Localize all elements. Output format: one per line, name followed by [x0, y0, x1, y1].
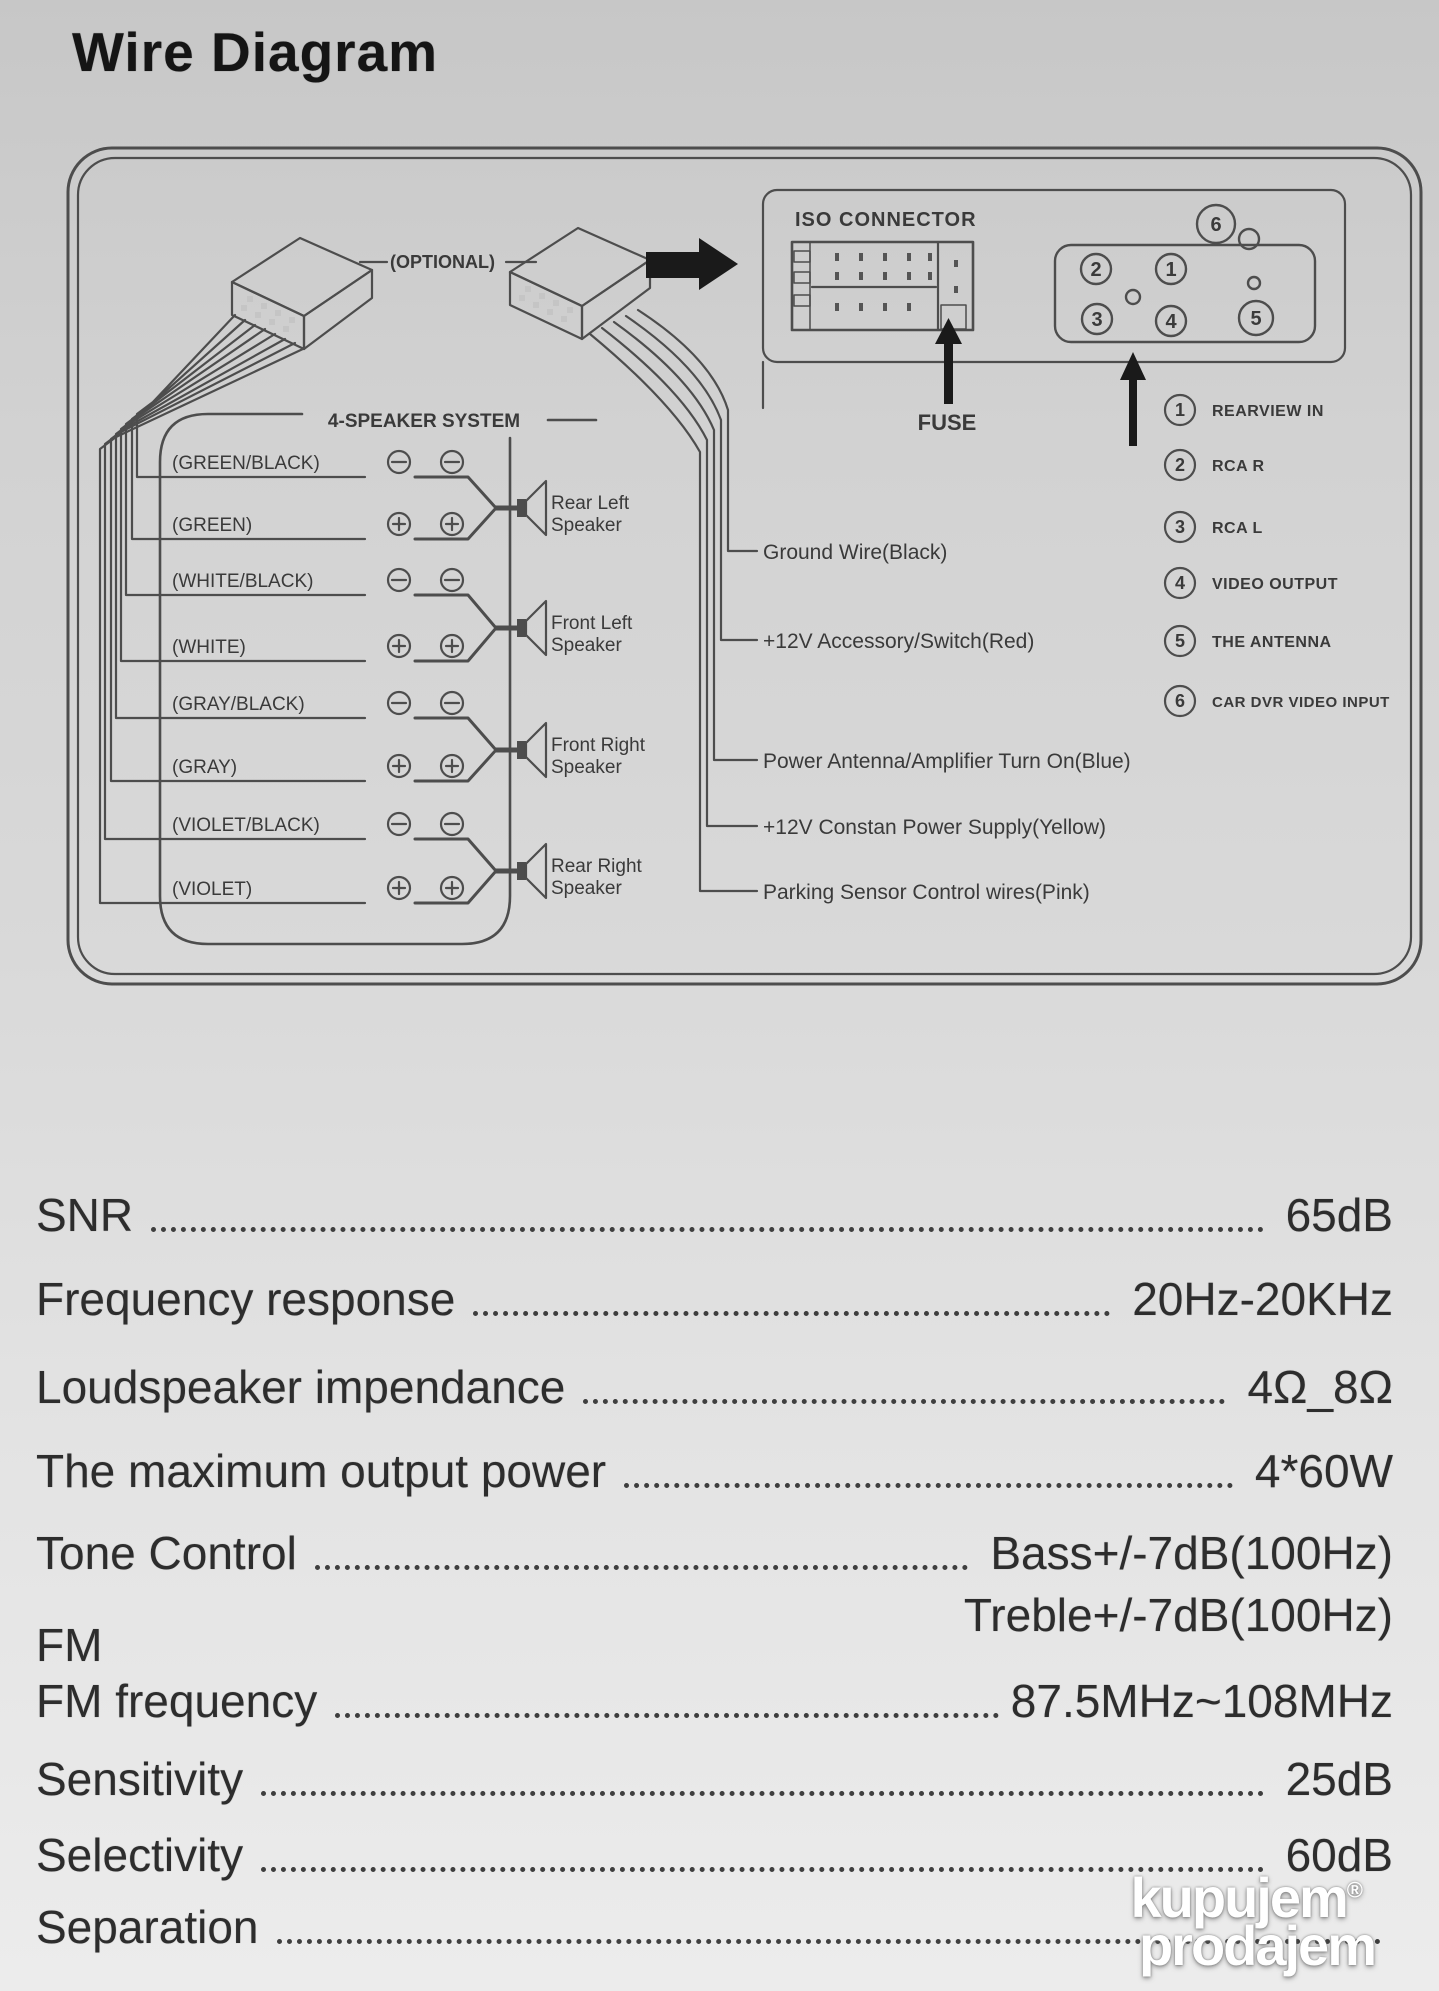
- watermark-text: kupujem: [1130, 1866, 1347, 1929]
- speaker-label: Speaker: [551, 757, 622, 778]
- wire-label: (GRAY/BLACK): [172, 694, 305, 715]
- face-number-2: 2: [1090, 259, 1102, 281]
- fuse-label: FUSE: [917, 410, 977, 435]
- legend-item: [1165, 626, 1332, 656]
- wire-function-label: Power Antenna/Amplifier Turn On(Blue): [763, 750, 1131, 773]
- harness-connector-right: [510, 228, 650, 339]
- dotted-leader: [473, 1311, 1110, 1316]
- plus-symbol-icon: [388, 635, 463, 657]
- spec-row: [36, 1360, 1393, 1414]
- wire-function-label: Ground Wire(Black): [763, 541, 948, 564]
- wire-row: [137, 315, 463, 477]
- speaker-icon: [517, 619, 526, 637]
- speaker-wire-rows: [100, 315, 463, 903]
- watermark: [1130, 1866, 1375, 1978]
- dotted-leader: [261, 1791, 1263, 1796]
- spec-row: [36, 1272, 1393, 1326]
- legend-item: [1165, 686, 1390, 716]
- spec-row: [36, 1674, 1393, 1728]
- speaker-label: Speaker: [551, 878, 622, 899]
- spec-row: [36, 1444, 1393, 1498]
- dotted-leader: [583, 1399, 1225, 1404]
- wire-label: (WHITE/BLACK): [172, 571, 314, 592]
- speaker-front-right: [415, 718, 646, 781]
- speaker-system-title: 4-SPEAKER SYSTEM: [327, 411, 521, 432]
- plus-symbol-icon: [388, 513, 463, 535]
- wire-function-label: +12V Accessory/Switch(Red): [763, 630, 1035, 653]
- legend-item: [1165, 568, 1338, 598]
- speaker-label: Speaker: [551, 515, 622, 536]
- legend-label: THE ANTENNA: [1212, 634, 1332, 651]
- wire-label: (GREEN/BLACK): [172, 453, 320, 474]
- spec-label: Loudspeaker impendance: [36, 1361, 566, 1413]
- speaker-label: Rear Left: [551, 493, 630, 514]
- spec-value: 65dB: [1285, 1189, 1393, 1241]
- face-number-3: 3: [1091, 309, 1103, 331]
- spec-row: [36, 1188, 1393, 1242]
- minus-symbol-icon: [388, 569, 463, 591]
- power-wire-bundle: [590, 310, 1131, 904]
- legend-number: 3: [1174, 517, 1186, 537]
- speaker-label: Front Left: [551, 613, 633, 634]
- speaker-icon: [517, 499, 526, 517]
- rca-face-pointer: [1120, 352, 1146, 446]
- minus-symbol-icon: [388, 813, 463, 835]
- dotted-leader: [261, 1867, 1263, 1872]
- spec-label: Tone Control: [36, 1527, 297, 1579]
- iso-socket-drawing: [792, 242, 973, 330]
- spec-value: Treble+/-7dB(100Hz): [963, 1589, 1393, 1641]
- wire-function-label: Parking Sensor Control wires(Pink): [763, 881, 1090, 904]
- spec-row: [36, 1618, 1393, 1672]
- speaker-rear-left: [415, 477, 630, 539]
- wire-row: [121, 329, 463, 661]
- spec-label: FM: [36, 1619, 103, 1671]
- spec-value: 20Hz-20KHz: [1132, 1273, 1393, 1325]
- fuse-pointer: [918, 318, 977, 435]
- spec-value: Bass+/-7dB(100Hz): [990, 1527, 1393, 1579]
- watermark-line2: prodajem: [1138, 1914, 1375, 1978]
- connector-pins: [519, 286, 573, 322]
- legend-number: 5: [1174, 631, 1186, 651]
- spec-label: FM frequency: [36, 1675, 318, 1727]
- legend-item: [1165, 395, 1324, 425]
- speaker-front-left: [415, 595, 633, 661]
- speaker-icon: [517, 741, 526, 759]
- wire-label: (VIOLET): [172, 879, 253, 900]
- face-number-1: 1: [1165, 259, 1177, 281]
- wire-function-label: +12V Constan Power Supply(Yellow): [763, 816, 1107, 839]
- legend-number: 6: [1174, 691, 1186, 711]
- page-title: Wire Diagram: [72, 21, 439, 83]
- speaker-rear-right: [415, 839, 643, 903]
- face-number-4: 4: [1165, 311, 1177, 333]
- rca-face-numbers: [1090, 214, 1261, 333]
- legend-label: CAR DVR VIDEO INPUT: [1212, 694, 1390, 711]
- spec-label: Sensitivity: [36, 1753, 244, 1805]
- pin-legend: [1165, 395, 1390, 716]
- minus-symbol-icon: [388, 451, 463, 473]
- diagram-border: [68, 148, 1421, 984]
- speakers: [415, 477, 646, 903]
- spec-label: The maximum output power: [36, 1445, 607, 1497]
- spec-value: 60dB: [1285, 1829, 1393, 1881]
- plug-direction-arrow-icon: [646, 238, 738, 290]
- face-number-6: 6: [1210, 214, 1222, 236]
- up-arrow-icon: [1120, 352, 1146, 380]
- minus-symbol-icon: [388, 692, 463, 714]
- plus-symbol-icon: [388, 755, 463, 777]
- registered-icon: ®: [1346, 1877, 1363, 1903]
- legend-label: RCA L: [1212, 520, 1263, 537]
- wire-label: (GREEN): [172, 515, 253, 536]
- spec-value: 25dB: [1285, 1753, 1393, 1805]
- spec-label: Separation: [36, 1901, 259, 1953]
- legend-number: 2: [1174, 455, 1186, 475]
- optional-label: [360, 252, 536, 272]
- dotted-leader: [315, 1565, 968, 1570]
- optional-label-text: (OPTIONAL): [390, 252, 495, 272]
- speaker-system-box: [160, 411, 596, 944]
- face-number-5: 5: [1250, 308, 1262, 330]
- speaker-label: Front Right: [551, 735, 645, 756]
- iso-connector-title: ISO CONNECTOR: [795, 209, 977, 231]
- speaker-label: Speaker: [551, 635, 622, 656]
- plus-symbol-icon: [388, 877, 463, 899]
- harness-connector-left: [232, 238, 372, 349]
- speaker-label: Rear Right: [551, 856, 642, 877]
- spec-row: [36, 1526, 1393, 1580]
- legend-label: VIDEO OUTPUT: [1212, 576, 1339, 593]
- spec-value: 87.5MHz~108MHz: [1010, 1675, 1393, 1727]
- dotted-leader: [151, 1227, 1263, 1232]
- connector-pins: [241, 296, 295, 332]
- dotted-leader: [624, 1483, 1233, 1488]
- wire-label: (GRAY): [172, 757, 238, 778]
- legend-label: REARVIEW IN: [1212, 403, 1324, 420]
- spec-label: Frequency response: [36, 1273, 456, 1325]
- dotted-leader: [335, 1713, 999, 1718]
- legend-item: [1165, 450, 1265, 480]
- wire-label: (VIOLET/BLACK): [172, 815, 320, 836]
- spec-row: [36, 1752, 1393, 1806]
- wire-label: (WHITE): [172, 637, 246, 658]
- speaker-icon: [517, 862, 526, 880]
- legend-number: 1: [1174, 400, 1186, 420]
- spec-label: SNR: [36, 1189, 134, 1241]
- spec-value: 4*60W: [1254, 1445, 1393, 1497]
- iso-connector-box: [763, 190, 1345, 362]
- legend-number: 4: [1174, 573, 1186, 593]
- spec-value: 4Ω_8Ω: [1247, 1361, 1393, 1413]
- legend-item: [1165, 512, 1263, 542]
- legend-label: RCA R: [1212, 458, 1265, 475]
- spec-label: Selectivity: [36, 1829, 244, 1881]
